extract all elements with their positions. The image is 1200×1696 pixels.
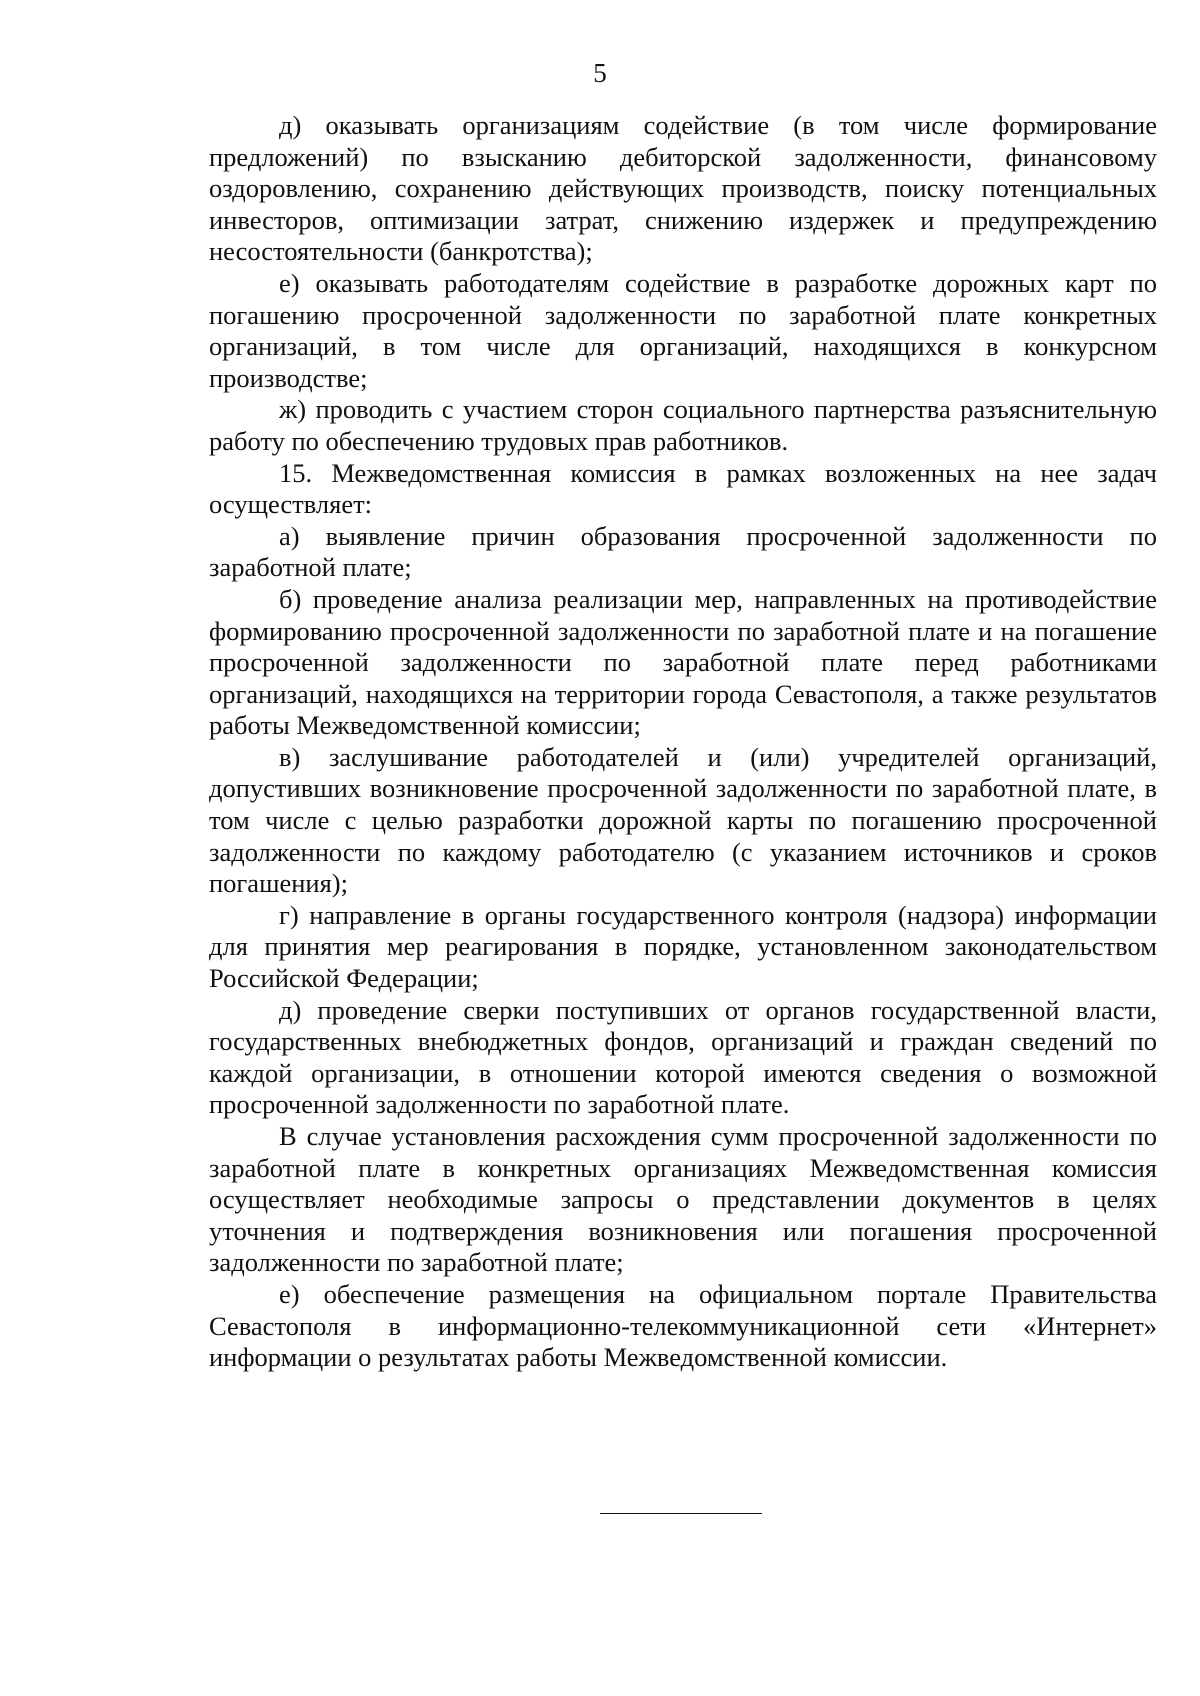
paragraph-15-intro: 15. Межведомственная комиссия в рамках возложенных на нее задач осуществляет: [209, 457, 1157, 520]
paragraph-15v: в) заслушивание работодателей и (или) учредителей организаций, допустивших возникновение просроченной задолженности по заработной плате, в том числе с целью разработки дорожной карты по погашению просроченной задолженности по каждому работодателю (с указанием источников и сроков погашения); [209, 741, 1157, 899]
paragraph-15d: д) проведение сверки поступивших от органов государственной власти, государственных внебюджетных фондов, организаций и граждан сведений по каждой организации, в отношении которой имеются сведения о возможной просроченной задолженности по заработной плате. [209, 994, 1157, 1120]
paragraph-15e: е) обеспечение размещения на официальном портале Правительства Севастополя в информационно-телекоммуникационной сети «Интернет» информации о результатах работы Межведомственной комиссии. [209, 1278, 1157, 1373]
document-body [209, 110, 1157, 1374]
paragraph-15d-continuation: В случае установления расхождения сумм просроченной задолженности по заработной плате в конкретных организациях Межведомственная комиссия осуществляет необходимые запросы о представлении документов в целях уточнения и подтверждения возникновения или погашения просроченной задолженности по заработной плате; [209, 1121, 1157, 1278]
paragraph-14e: е) оказывать работодателям содействие в разработке дорожных карт по погашению просроченной задолженности по заработной плате конкретных организаций, в том числе для организаций, находящихся в конкурсном производстве; [209, 267, 1157, 393]
paragraph-15g: г) направление в органы государственного контроля (надзора) информации для принятия мер реагирования в порядке, установленном законодательством Российской Федерации; [209, 899, 1157, 994]
paragraph-15a: а) выявление причин образования просроченной задолженности по заработной плате; [209, 520, 1157, 583]
page-number: 5 [593, 58, 607, 88]
end-separator-line [600, 1513, 762, 1514]
paragraph-14d: д) оказывать организациям содействие (в том числе формирование предложений) по взысканию дебиторской задолженности, финансовому оздоровлению, сохранению действующих производств, поиску потенциальных инвесторов, оптимизации затрат, снижению издержек и предупреждению несостоятельности (банкротства); [209, 110, 1157, 267]
paragraph-14zh: ж) проводить с участием сторон социального партнерства разъяснительную работу по обеспечению трудовых прав работников. [209, 394, 1157, 456]
paragraph-15b: б) проведение анализа реализации мер, направленных на противодействие формированию просроченной задолженности по заработной плате и на погашение просроченной задолженности по заработной плате перед работниками организаций, находящихся на территории города Севастополя, а также результатов работы Межведомственной комиссии; [209, 583, 1157, 741]
